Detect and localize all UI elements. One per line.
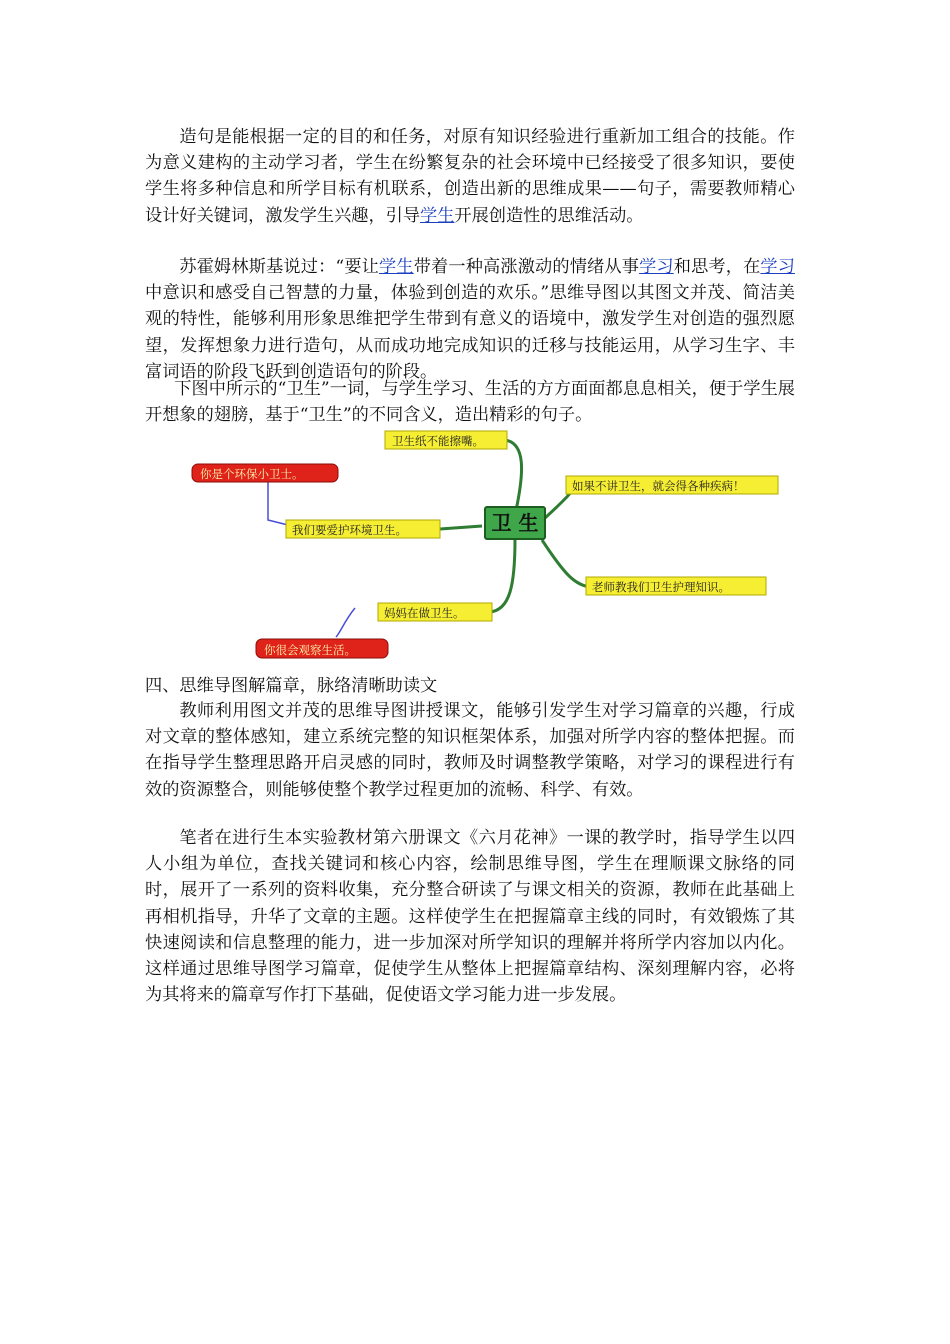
paragraph-teaching: 教师利用图文并茂的思维导图讲授课文，能够引发学生对学习篇章的兴趣，行成对文章的整体感知，建立系统完整的知识框架体系，加强对所学内容的整体把握。而在指导学生整理思路开启灵感的同时，教师及时调整教学策略，对学习的课程进行有效的资源整合，则能够使整个教学过程更加的流畅、科学、有效。 [145,701,795,800]
branch-label-left-bottom: 妈妈在做卫生。 [384,606,465,620]
paragraph-text: 苏霍姆林斯基说过：“要让 [179,257,380,277]
paragraph-text: 中意识和感受自己智慧的力量，体验到创造的欢乐。”思维导图以其图文并茂、简洁美观的特性，能够利用形象思维把学生带到有意义的语境中，激发学生对创造的强烈愿望，发挥想象力进行造句，从而成功地完成知识的迁移与技能运用，从学习生字、丰富词语的阶段飞跃到创造语句的阶段。 [145,283,795,382]
mindmap-center-label: 卫 生 [491,511,539,535]
link-study[interactable]: 学习 [639,257,674,277]
branch-label-top: 卫生纸不能擦嘴。 [392,434,484,448]
leaf-label-left-top: 你是个环保小卫士。 [200,467,304,481]
paragraph-case-study: 笔者在进行生本实验教材第六册课文《六月花神》一课的教学时，指导学生以四人小组为单位，查找关键词和核心内容，绘制思维导图，学生在理顺课文脉络的同时，展开了一系列的资料收集，充分整合研读了与课文相关的资源，教师在此基础上再相机指导，升华了文章的主题。这样使学生在把握篇章主线的同时，有效锻炼了其快速阅读和信息整理的能力，进一步加深对所学知识的理解并将所学内容加以内化。这样通过思维导图学习篇章，促使学生从整体上把握篇章结构、深刻理解内容，必将为其将来的篇章写作打下基础，促使语文学习能力进一步发展。 [145,828,795,1006]
branch-line-top [505,440,522,515]
mindmap-diagram [180,425,780,670]
paragraph-sentence-making [145,124,795,229]
leaf-label-bottom: 你很会观察生活。 [264,643,356,657]
paragraph-text: 开展创造性的思维活动。 [454,205,644,226]
branch-line-left-bottom [490,539,515,612]
link-student[interactable]: 学生 [420,205,455,226]
branch-line-right-bottom [542,540,590,587]
section-heading: 四、思维导图解篇章，脉络清晰助读文 [145,676,438,696]
paragraph-text: 和思考，在 [673,257,761,277]
branch-label-right-top: 如果不讲卫生，就会得各种疾病！ [572,479,745,493]
branch-line-left-mid [440,526,482,529]
paragraph-mindmap-intro: 下图中所示的“卫生”一词，与学生学习、生活的方方面面都息息相关，便于学生展开想象的翅膀，基于“卫生”的不同含义，造出精彩的句子。 [145,379,795,426]
link-study[interactable]: 学习 [760,257,795,277]
link-student[interactable]: 学生 [379,257,414,277]
paragraph-sukhomlinsky-quote [145,254,795,385]
paragraph-text: 带着一种高涨激动的情绪从事 [413,257,640,277]
paragraph-text: 造句是能根据一定的目的和任务，对原有知识经验进行重新加工组合的技能。作为意义建构的主动学习者，学生在纷繁复杂的社会环境中已经接受了很多知识，要使学生将多种信息和所学目标有机联系，创造出新的思维成果——句子，需要教师精心设计好关键词，激发学生兴趣，引导 [145,127,795,226]
branch-label-right-bottom: 老师教我们卫生护理知识。 [592,580,730,594]
leaf-line-bottom [336,608,355,637]
branch-label-left-mid: 我们要爱护环境卫生。 [292,523,407,537]
leaf-line-left-top [268,480,288,525]
